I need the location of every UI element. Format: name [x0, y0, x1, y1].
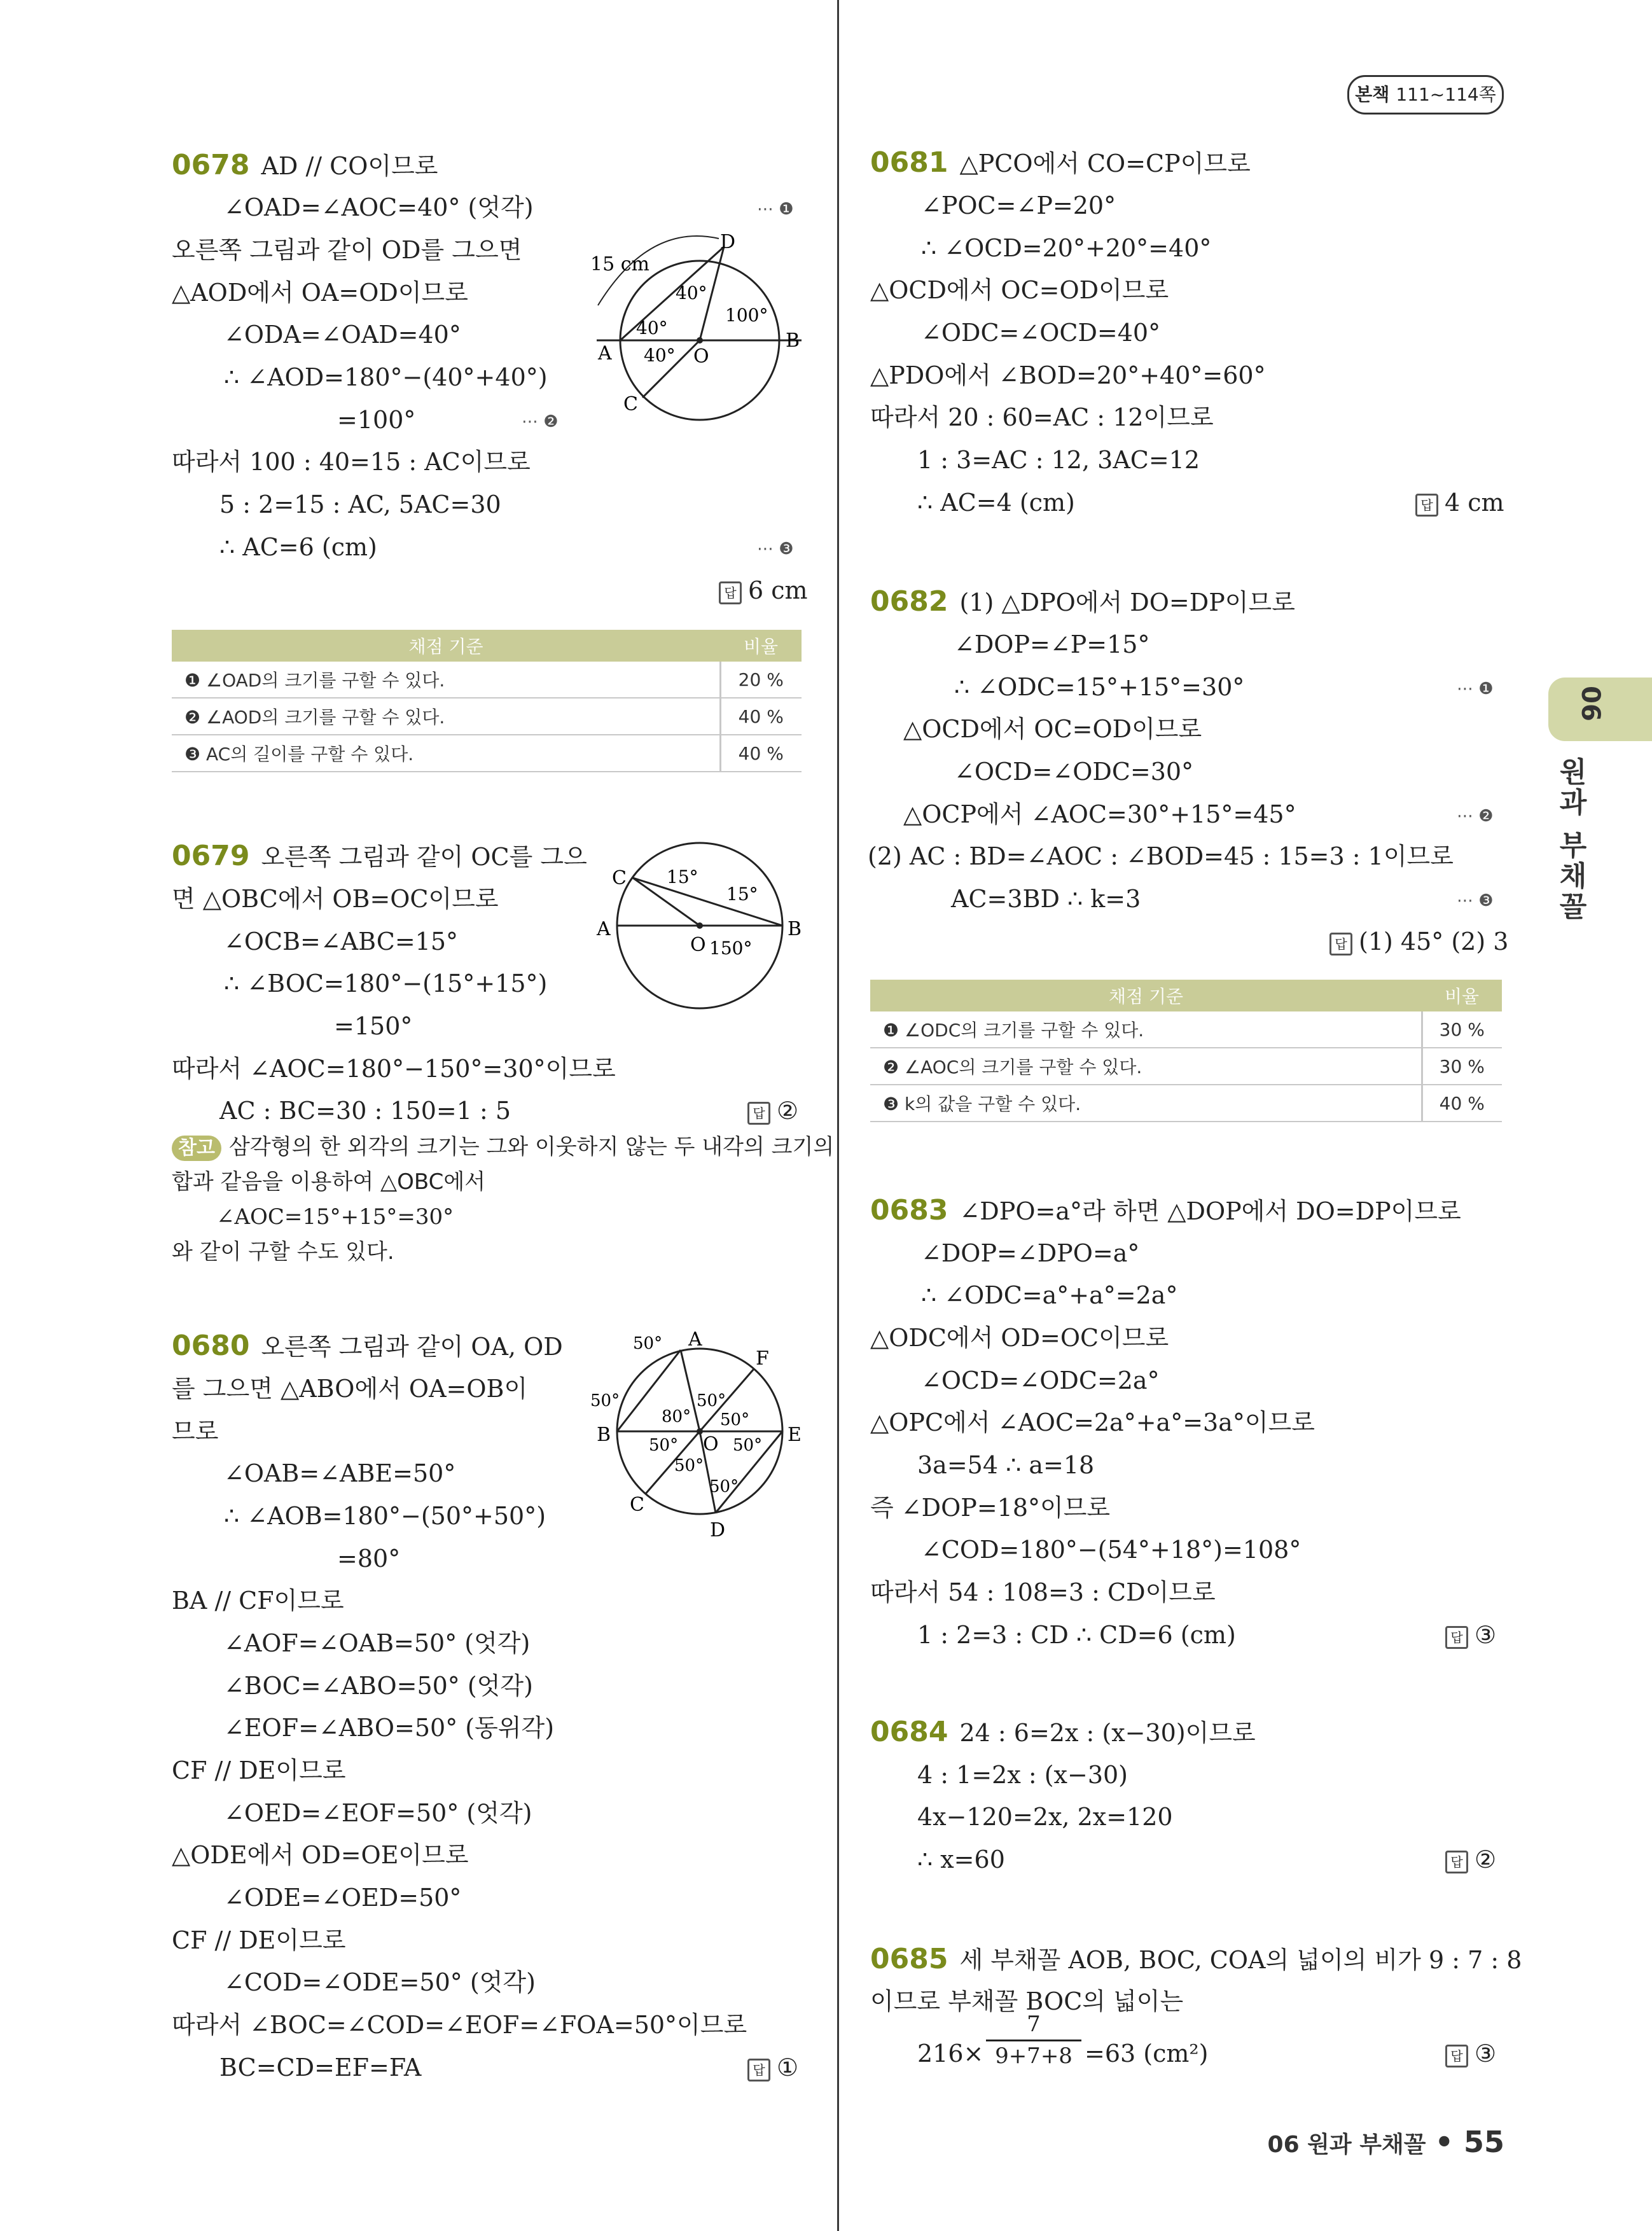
problem-0684-line: ∴ x=60: [917, 1845, 1005, 1873]
problem-0680-line: 를 그으면 △ABO에서 OA=OB이: [172, 1375, 528, 1403]
svg-text:O: O: [693, 345, 709, 368]
problem-0681-line: △OCD에서 OC=OD이므로: [870, 276, 1169, 304]
svg-text:E: E: [788, 1424, 802, 1446]
problem-0681-line: ∴ AC=4 (cm): [917, 489, 1075, 517]
problem-0683-line: ∴ ∠ODC=a°+a°=2a°: [921, 1281, 1178, 1309]
problem-0683-line-1: 0683 ∠DPO=a°라 하면 △DOP에서 DO=DP이므로: [870, 1194, 1461, 1227]
answer-box-icon: 답: [747, 2059, 770, 2082]
problem-0683-line: 3a=54 ∴ a=18: [917, 1451, 1095, 1479]
svg-text:50°: 50°: [674, 1456, 704, 1475]
fig-length-label: 15 cm: [590, 253, 649, 275]
problem-0683-line: △OPC에서 ∠AOC=2a°+a°=3a°이므로: [870, 1408, 1315, 1436]
svg-text:40°: 40°: [676, 282, 707, 303]
problem-0683-line: ∠DOP=∠DPO=a°: [921, 1239, 1140, 1267]
page-number: • 55: [1434, 2125, 1504, 2159]
svg-text:C: C: [623, 393, 638, 415]
problem-0682-line: AC=3BD ∴ k=3: [951, 885, 1141, 913]
problem-0679-line: ∴ ∠BOC=180°−(15°+15°): [224, 970, 548, 997]
svg-text:150°: 150°: [709, 938, 753, 959]
problem-0681-line: 따라서 20 : 60=AC : 12이므로: [870, 403, 1214, 431]
problem-0680-line: ∠ODE=∠OED=50°: [224, 1884, 462, 1912]
answer-box-icon: 답: [1445, 2045, 1468, 2068]
problem-0683-line: △ODC에서 OD=OC이므로: [870, 1324, 1169, 1352]
svg-text:C: C: [612, 867, 627, 889]
problem-0682-line: △OCD에서 OC=OD이므로: [903, 715, 1202, 743]
problem-0681-line: ∠POC=∠P=20°: [921, 191, 1116, 219]
answer-box-icon: 답: [719, 581, 742, 604]
svg-text:80°: 80°: [662, 1407, 691, 1426]
problem-0684-line-1: 0684 24 : 6=2x : (x−30)이므로: [870, 1716, 1256, 1748]
answer-box-icon: 답: [1445, 1851, 1468, 1873]
problem-0678-line: ∠OAD=∠AOC=40° (엇각): [224, 193, 534, 221]
answer-0680: 답 ①: [747, 2050, 798, 2085]
problem-0678-line: ∴ ∠AOD=180°−(40°+40°): [224, 363, 548, 391]
svg-text:O: O: [690, 934, 706, 956]
problem-0678-line: ∴ AC=6 (cm): [219, 533, 377, 561]
problem-0679-line: ∠OCB=∠ABC=15°: [224, 928, 459, 956]
svg-text:50°: 50°: [697, 1391, 726, 1410]
svg-text:50°: 50°: [633, 1334, 663, 1353]
fraction-numerator: 7: [1027, 2012, 1041, 2037]
figure-0680: [585, 1323, 814, 1539]
answer-box-icon: 답: [1445, 1626, 1468, 1649]
step-marker: ⋯ ❶: [757, 200, 794, 219]
svg-text:50°: 50°: [720, 1410, 750, 1429]
problem-0680-line: ∠AOF=∠OAB=50° (엇각): [224, 1629, 531, 1657]
svg-text:50°: 50°: [590, 1391, 620, 1410]
step-marker: ⋯ ❷: [1457, 807, 1494, 826]
answer-0682: 답 (1) 45° (2) 3: [1329, 924, 1508, 959]
problem-0679-line: =150°: [334, 1012, 413, 1040]
svg-text:C: C: [630, 1494, 644, 1516]
problem-0681-line: 1 : 3=AC : 12, 3AC=12: [917, 446, 1200, 474]
svg-text:A: A: [598, 342, 612, 365]
step-marker: ⋯ ❸: [1457, 891, 1494, 910]
chapter-side-title: 원과 부채꼴: [1554, 757, 1586, 922]
problem-0684-line: 4 : 1=2x : (x−30): [917, 1761, 1128, 1789]
step-marker: ⋯ ❷: [522, 412, 559, 431]
problem-0680-line: 따라서 ∠BOC=∠COD=∠EOF=∠FOA=50°이므로: [172, 2011, 747, 2039]
problem-0683-line: 즉 ∠DOP=18°이므로: [870, 1494, 1111, 1522]
problem-0683-line: 1 : 2=3 : CD ∴ CD=6 (cm): [917, 1621, 1236, 1649]
problem-0680-line: 므로: [172, 1417, 219, 1445]
step-marker: ⋯ ❶: [1457, 679, 1494, 698]
problem-0683-line: ∠OCD=∠ODC=2a°: [921, 1366, 1160, 1394]
svg-text:A: A: [688, 1328, 702, 1351]
svg-text:D: D: [710, 1519, 726, 1539]
problem-0678-line: 오른쪽 그림과 같이 OD를 그으면: [172, 236, 522, 264]
svg-text:15°: 15°: [726, 884, 758, 905]
problem-0685-result: =63 (cm²): [1085, 2040, 1209, 2068]
answer-box-icon: 답: [1329, 933, 1352, 956]
answer-0683: 답 ③: [1445, 1617, 1496, 1653]
problem-0682-line-1: 0682 (1) △DPO에서 DO=DP이므로: [870, 585, 1295, 618]
svg-text:D: D: [720, 231, 736, 253]
problem-0679-line: 따라서 ∠AOC=180°−150°=30°이므로: [172, 1055, 616, 1083]
reference-pages-badge: 본책 111~114쪽: [1347, 75, 1504, 115]
answer-0681: 답 4 cm: [1415, 485, 1504, 520]
problem-0680-line: ∠OED=∠EOF=50° (엇각): [224, 1799, 532, 1827]
problem-0678-line: 5 : 2=15 : AC, 5AC=30: [219, 490, 501, 518]
page-footer: 06 원과 부채꼴 • 55: [1267, 2125, 1504, 2159]
svg-text:O: O: [703, 1433, 719, 1456]
problem-0679-line-1: 0679 오른쪽 그림과 같이 OC를 그으: [172, 840, 587, 872]
problem-0683-line: ∠COD=180°−(54°+18°)=108°: [921, 1536, 1301, 1564]
svg-text:15°: 15°: [667, 866, 698, 887]
problem-0680-line: ∠BOC=∠ABO=50° (엇각): [224, 1672, 533, 1700]
column-divider: [837, 0, 839, 2231]
svg-text:50°: 50°: [709, 1477, 739, 1496]
problem-0682-line: ∠OCD=∠ODC=30°: [954, 758, 1194, 786]
problem-0683-line: 따라서 54 : 108=3 : CD이므로: [870, 1578, 1216, 1606]
reference-note-line: ∠AOC=15°+15°=30°: [216, 1204, 454, 1230]
problem-0682-line: △OCP에서 ∠AOC=30°+15°=45°: [903, 800, 1296, 828]
problem-0678-line: 따라서 100 : 40=15 : AC이므로: [172, 448, 531, 476]
problem-0680-line: ∴ ∠AOB=180°−(50°+50°): [224, 1502, 546, 1530]
answer-box-icon: 답: [747, 1102, 770, 1125]
problem-0678-line: ∠ODA=∠OAD=40°: [224, 321, 461, 349]
problem-0681-line: ∠ODC=∠OCD=40°: [921, 319, 1161, 347]
problem-0678-line: =100°: [337, 406, 416, 434]
answer-box-icon: 답: [1415, 494, 1438, 517]
problem-0681-line: △PDO에서 ∠BOD=20°+40°=60°: [870, 361, 1266, 389]
figure-0678: [573, 229, 808, 439]
problem-0680-line: ∠OAB=∠ABE=50°: [224, 1459, 456, 1487]
answer-0678: 답 6 cm: [719, 573, 808, 608]
chapter-number: 06: [1575, 686, 1605, 721]
problem-0680-line: BC=CD=EF=FA: [219, 2054, 422, 2082]
answer-0685: 답 ③: [1445, 2036, 1496, 2071]
problem-0678-line-1: 0678 AD // CO이므로: [172, 149, 438, 181]
svg-text:40°: 40°: [644, 345, 676, 366]
problem-0682-line: ∠DOP=∠P=15°: [954, 630, 1150, 658]
problem-0681-line-1: 0681 △PCO에서 CO=CP이므로: [870, 146, 1251, 179]
svg-text:50°: 50°: [649, 1436, 679, 1455]
problem-0680-line: ∠COD=∠ODE=50° (엇각): [224, 1968, 536, 1996]
problem-0685-line-1: 0685 세 부채꼴 AOB, BOC, COA의 넓이의 비가 9 : 7 : 8: [870, 1943, 1522, 1975]
problem-0680-line-1: 0680 오른쪽 그림과 같이 OA, OD: [172, 1330, 563, 1362]
problem-0680-line: BA // CF이므로: [172, 1587, 344, 1615]
problem-0685-line: 이므로 부채꼴 BOC의 넓이는: [870, 1987, 1184, 2015]
problem-0680-line: △ODE에서 OD=OE이므로: [172, 1841, 469, 1869]
problem-0685-formula: 216×: [917, 2040, 984, 2068]
step-marker: ⋯ ❸: [757, 539, 794, 559]
problem-0684-line: 4x−120=2x, 2x=120: [917, 1803, 1173, 1831]
svg-text:B: B: [786, 330, 800, 352]
svg-text:B: B: [788, 918, 802, 940]
reference-note: 참고 삼각형의 한 외각의 크기는 그와 이웃하지 않는 두 내각의 크기의: [172, 1129, 834, 1165]
svg-text:B: B: [597, 1424, 611, 1446]
problem-0678-line: △AOD에서 OA=OD이므로: [172, 279, 468, 307]
problem-0680-line: =80°: [337, 1545, 401, 1573]
problem-0679-line: AC : BC=30 : 150=1 : 5: [219, 1097, 511, 1125]
reference-note-line: 합과 같음을 이용하여 △OBC에서: [172, 1169, 486, 1195]
chapter-tab: [1548, 678, 1652, 741]
problem-0682-line: (2) AC : BD=∠AOC : ∠BOD=45 : 15=3 : 1이므로: [868, 842, 1454, 870]
fraction-bar: [986, 2040, 1081, 2041]
svg-text:F: F: [756, 1347, 769, 1370]
figure-0679: [592, 833, 808, 1018]
svg-text:100°: 100°: [725, 305, 768, 326]
problem-0679-line: 면 △OBC에서 OB=OC이므로: [172, 885, 499, 913]
svg-text:40°: 40°: [636, 317, 668, 338]
answer-0684: 답 ②: [1445, 1842, 1496, 1877]
scoring-table-0682: 채점 기준 비율 ❶ ∠ODC의 크기를 구할 수 있다. 30 % ❷ ∠AOC의 크기를 구할 수 있다. 30 % ❸ k의 값을 구할 수 있다. 40 %: [870, 980, 1502, 1122]
answer-0679: 답 ②: [747, 1093, 798, 1129]
problem-0680-line: CF // DE이므로: [172, 1756, 346, 1784]
problem-0681-line: ∴ ∠OCD=20°+20°=40°: [921, 234, 1212, 262]
problem-0680-line: ∠EOF=∠ABO=50° (동위각): [224, 1714, 555, 1742]
scoring-table-0678: 채점 기준 비율 ❶ ∠OAD의 크기를 구할 수 있다. 20 % ❷ ∠AOD의 크기를 구할 수 있다. 40 % ❸ AC의 길이를 구할 수 있다. 40 %: [172, 630, 802, 772]
reference-note-line: 와 같이 구할 수도 있다.: [172, 1239, 394, 1265]
svg-text:A: A: [597, 918, 611, 940]
problem-0680-line: CF // DE이므로: [172, 1926, 346, 1954]
fraction-denominator: 9+7+8: [995, 2043, 1072, 2069]
problem-0682-line: ∴ ∠ODC=15°+15°=30°: [954, 673, 1245, 701]
svg-text:50°: 50°: [733, 1436, 763, 1455]
